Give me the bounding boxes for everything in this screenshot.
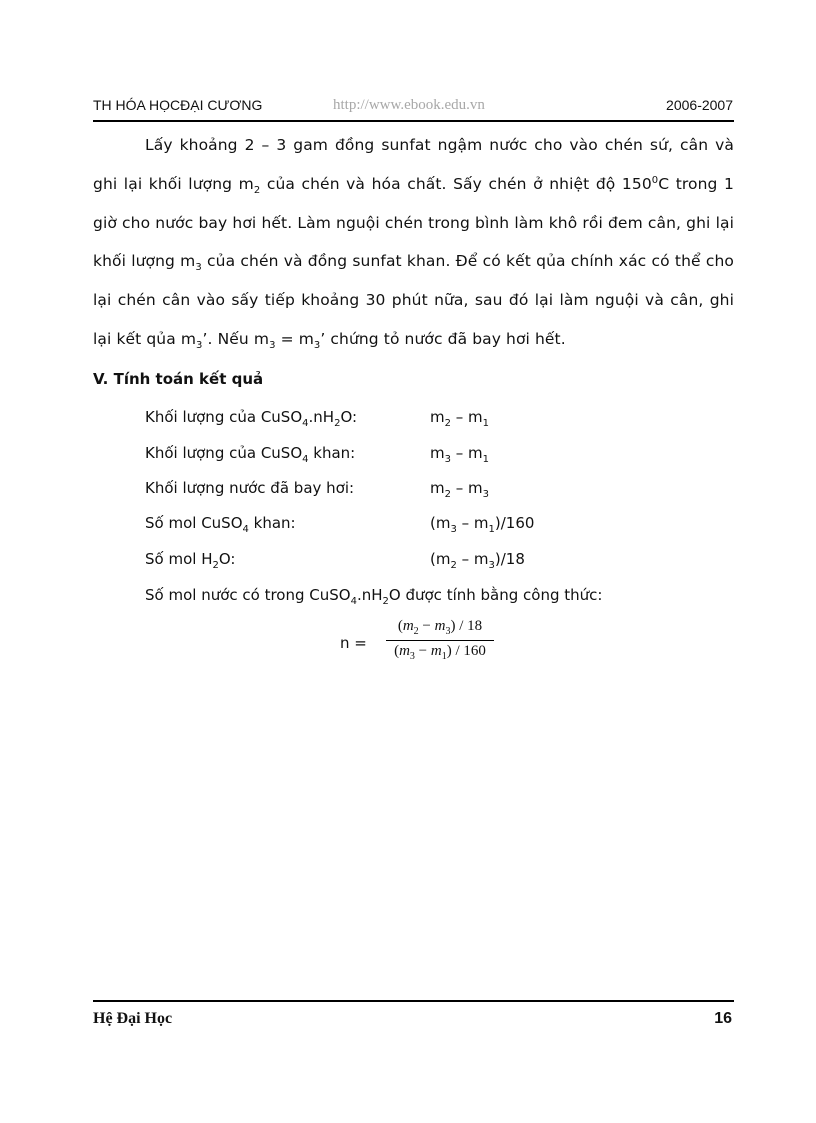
calc-value: $m_2 - m_3$ <box>430 479 490 500</box>
calc-value: $(m_3 - m_1)/160$ <box>430 514 535 535</box>
calc-row <box>145 479 745 509</box>
calc-label: Khối lượng của $CuSO_4.nH_2O$: <box>145 408 358 429</box>
calc-label: Số mol CuSO$_4$ khan: <box>145 514 296 535</box>
page-header <box>93 95 733 119</box>
page-number: 16 <box>714 1010 732 1027</box>
equation-denominator: $(m_3 - m_1) / 160$ <box>394 643 486 662</box>
procedure-paragraph: Lấy khoảng 2 – 3 gam đồng sunfat ngậm nước cho vào chén sứ, cân và ghi lại khối lượng $m_2$ của chén và hóa chất. Sấy chén ở nhiệt độ $150^0C$ trong 1 giờ cho nước bay hơi hết. Làm nguội chén trong bình làm khô rồi đem cân, ghi lại khối lượng $m_3$ của chén và đồng sunfat khan. Để có kết qủa chính xác có thể cho lại chén cân vào sấy tiếp khoảng 30 phút nữa, sau đó lại làm nguội và cân, ghi lại kết qủa $m_3$’. Nếu $m_3 = m_3$’ chứng tỏ nước đã bay hơi hết. <box>93 136 734 352</box>
fraction-bar <box>386 640 494 641</box>
equation-fraction <box>384 618 496 660</box>
calc-value: $m_3 - m_1$ <box>430 444 490 465</box>
calc-label: Khối lượng nước đã bay hơi: <box>145 479 355 497</box>
equation-numerator: $(m_2 - m_3) / 18$ <box>397 618 483 637</box>
footer-program: Hệ Đại Học <box>93 1010 173 1027</box>
calc-row <box>145 444 745 474</box>
formula-equation <box>340 618 540 668</box>
calc-label: Khối lượng của CuSO$_4$ khan: <box>145 444 356 465</box>
calc-label: Số mol $H_2O$: <box>145 550 236 571</box>
header-course-title: TH HÓA HỌCĐẠI CƯƠNG <box>93 97 263 113</box>
calc-value: $(m_2 - m_3)/18$ <box>430 550 525 571</box>
header-year: 2006-2007 <box>666 97 733 113</box>
calc-row <box>145 514 745 544</box>
footer-rule <box>93 1000 734 1002</box>
calc-row <box>145 550 745 580</box>
calc-row <box>145 408 745 438</box>
equation-lhs: n = <box>340 634 367 652</box>
formula-intro: Số mol nước có trong $CuSO_4.nH_2O$ được tính bằng công thức: <box>145 586 603 607</box>
header-url: http://www.ebook.edu.vn <box>333 97 485 113</box>
header-rule <box>93 120 734 122</box>
calc-value: $m_2 - m_1$ <box>430 408 490 429</box>
section-title: V. Tính toán kết quả <box>93 370 264 388</box>
